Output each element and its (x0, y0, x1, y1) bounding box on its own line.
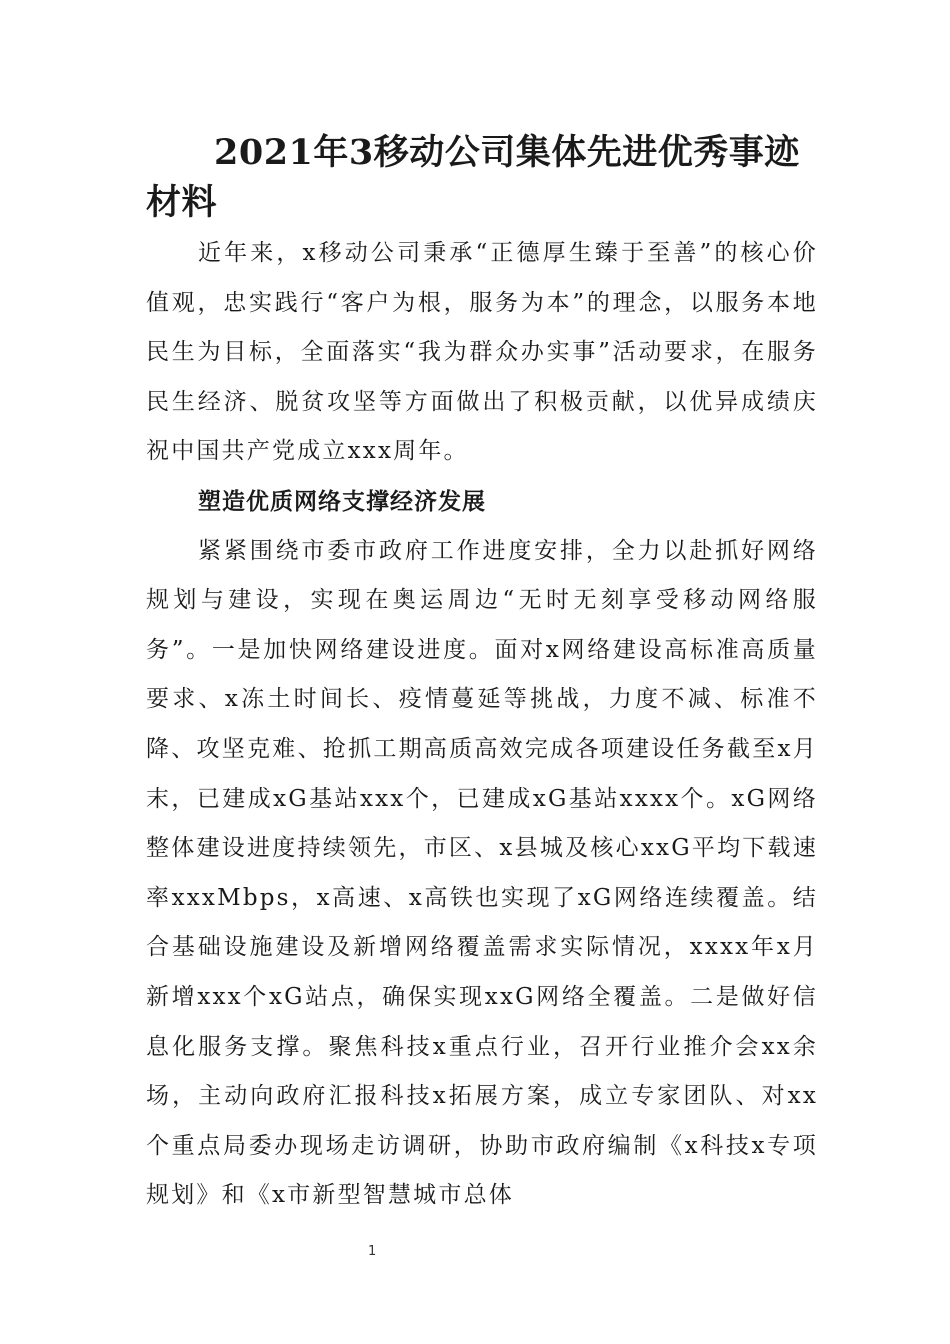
page-number: 1 (368, 1244, 377, 1259)
document-title: 2021年3移动公司集体先进优秀事迹材料 (146, 132, 800, 223)
section-paragraph: 紧紧围绕市委市政府工作进度安排，全力以赴抓好网络规划与建设，实现在奥运周边“无时无刻享受移动网络服务”。一是加快网络建设进度。面对x网络建设高标准高质量要求、x冻土时间长、疫情蔓延等挑战，力度不减、标准不降、攻坚克难、抢抓工期高质高效完成各项建设任务截至x月末，已建成xG基站xxx个，已建成xG基站xxxx个。xG网络整体建设进度持续领先，市区、x县城及核心xxG平均下载速率xxxMbps，x高速、x高铁也实现了xG网络连续覆盖。结合基础设施建设及新增网络覆盖需求实际情况，xxxx年x月新增xxx个xG站点，确保实现xxG网络全覆盖。二是做好信息化服务支撑。聚焦科技x重点行业，召开行业推介会xx余场，主动向政府汇报科技x拓展方案，成立专家团队、对xx个重点局委办现场走访调研，协助市政府编制《x科技x专项规划》和《x市新型智慧城市总体 (146, 537, 818, 1209)
intro-paragraph: 近年来，x移动公司秉承“正德厚生臻于至善”的核心价值观，忠实践行“客户为根，服务为本”的理念，以服务本地民生为目标，全面落实“我为群众办实事”活动要求，在服务民生经济、脱贫攻坚等方面做出了积极贡献，以优异成绩庆祝中国共产党成立xxx周年。 (146, 240, 818, 465)
section-heading: 塑造优质网络支撑经济发展 (198, 487, 486, 515)
document-body (146, 229, 818, 1221)
